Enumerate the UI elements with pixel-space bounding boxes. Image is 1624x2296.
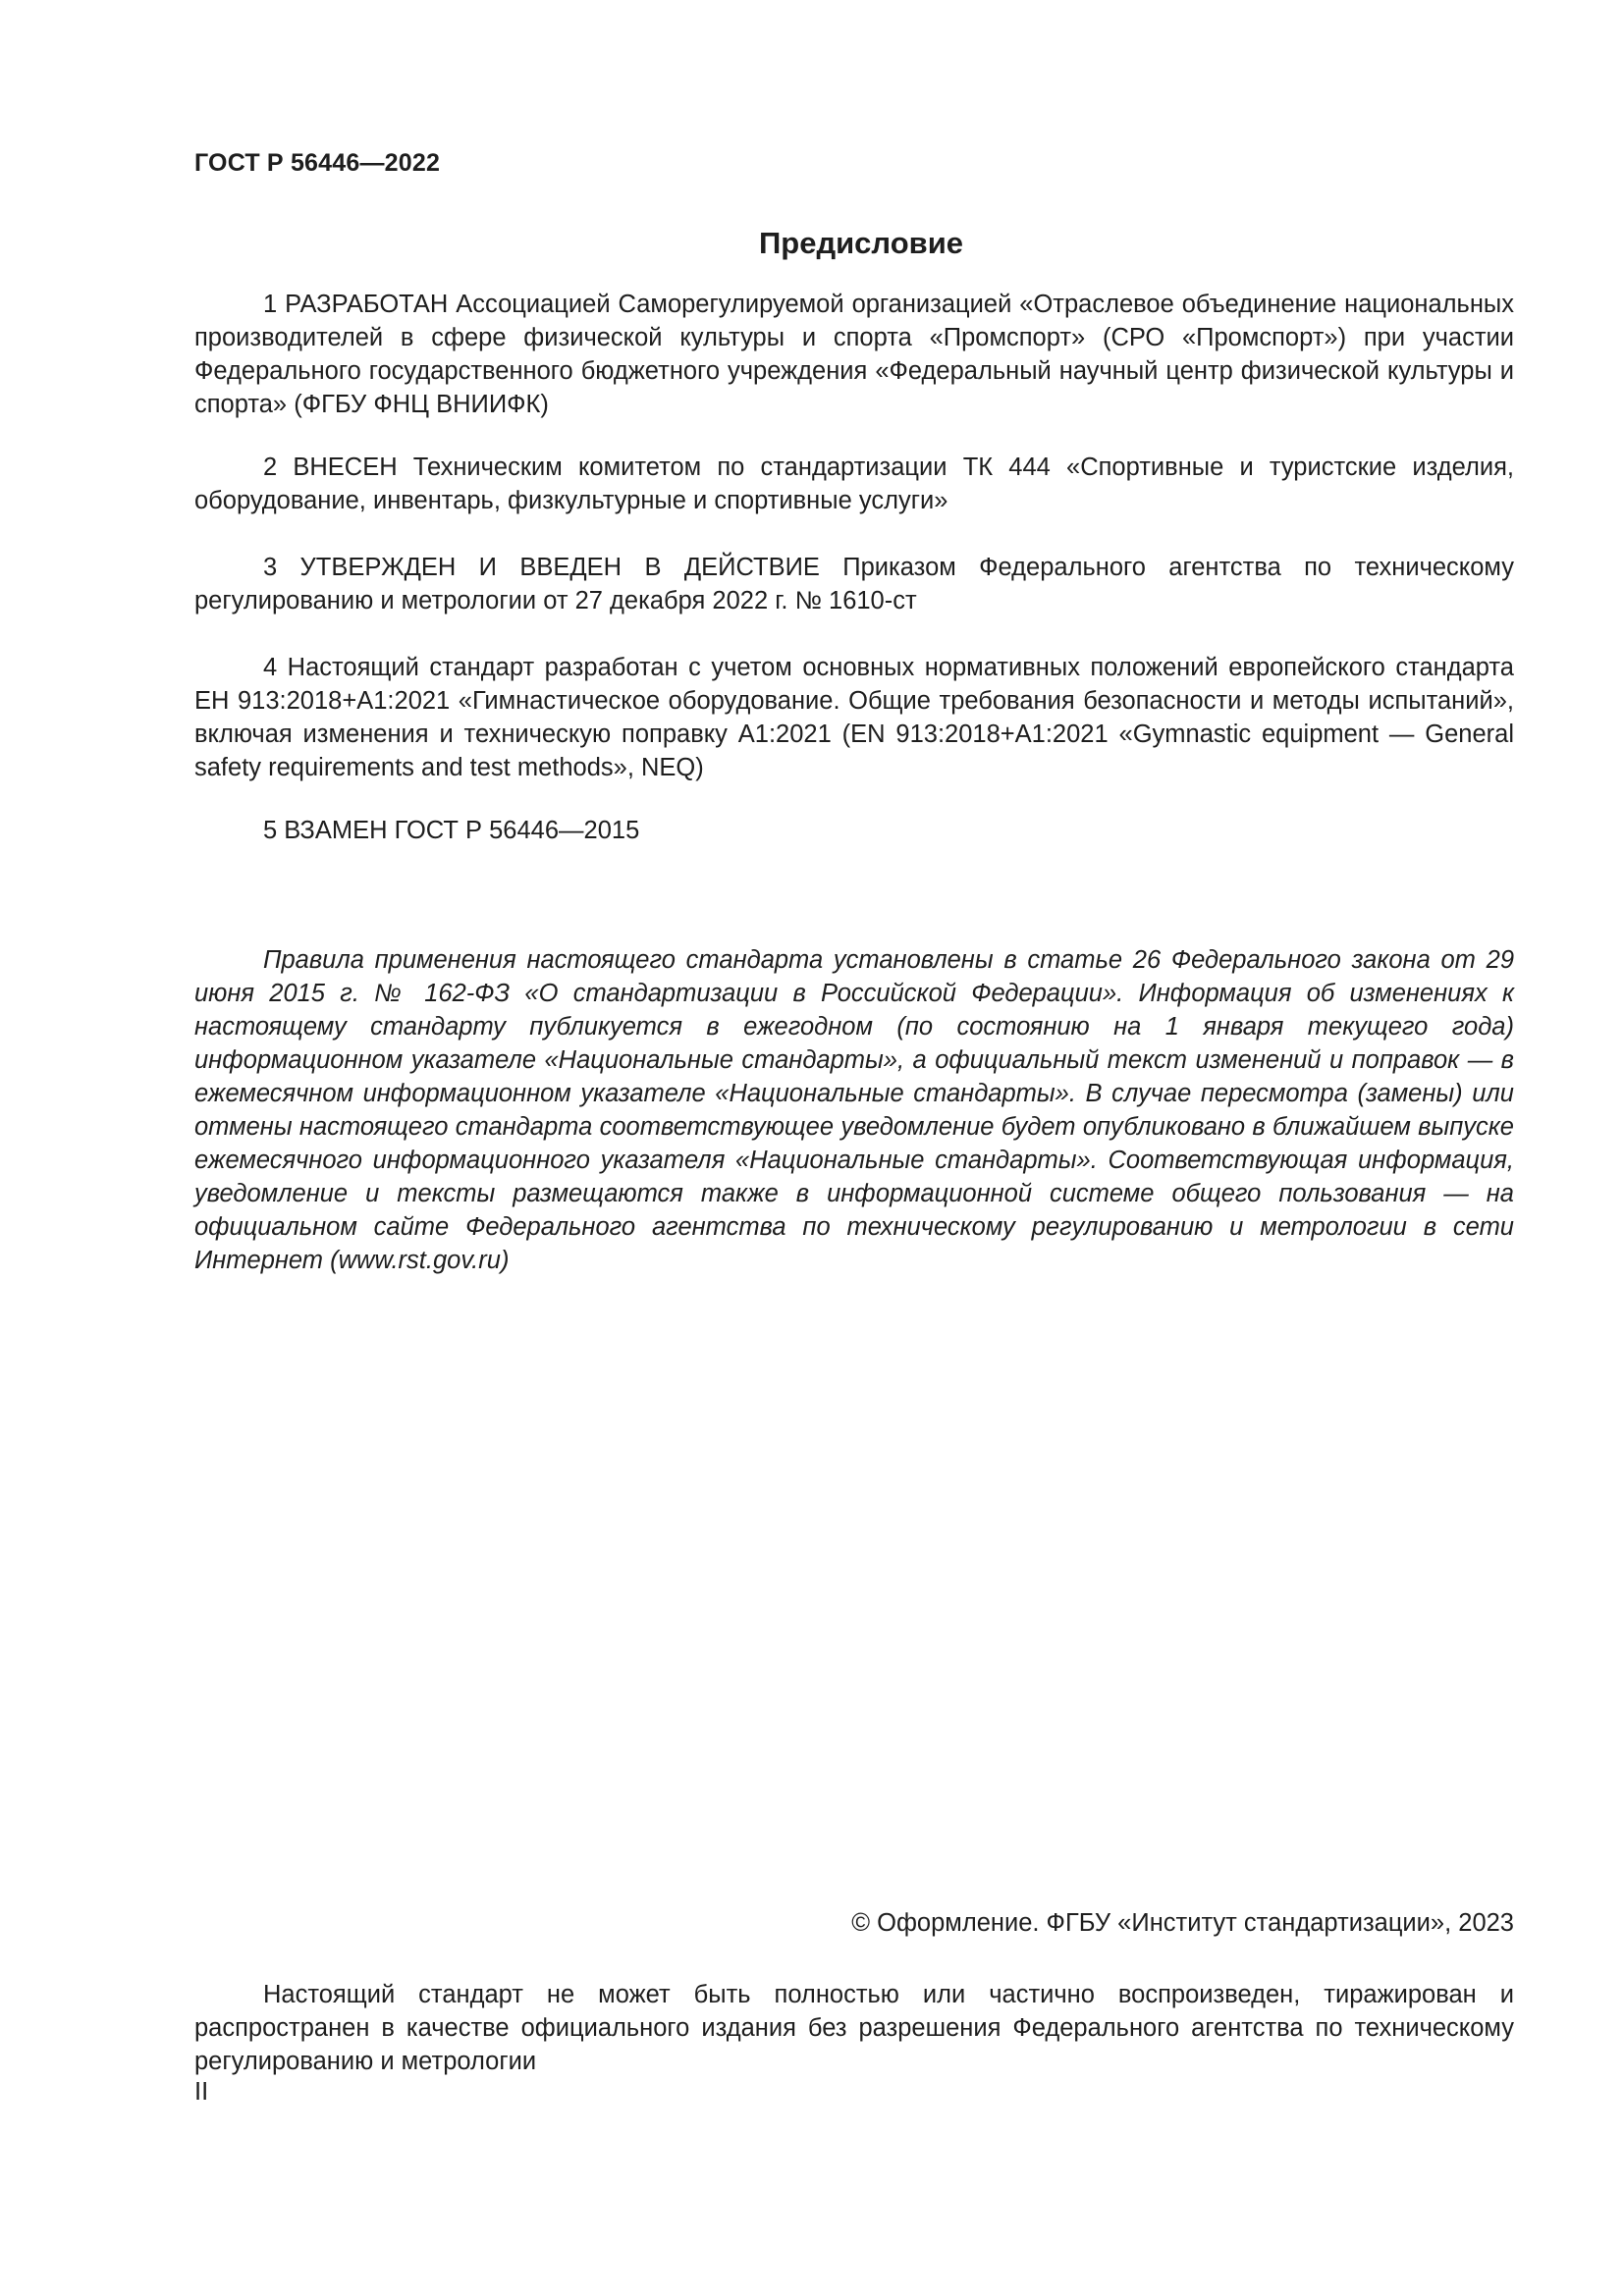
- page-title: Предисловие: [758, 226, 963, 260]
- reproduction-notice-text: Настоящий стандарт не может быть полностью или частично воспроизведен, тиражирован и распространен в качестве официального издания без разрешения Федерального агентства по техническому регулированию и метрологии: [194, 1981, 1514, 2075]
- foreword-item-5-text: 5 ВЗАМЕН ГОСТ Р 56446—2015: [263, 817, 640, 844]
- reproduction-notice: [194, 1978, 1514, 2078]
- foreword-item-2-text: 2 ВНЕСЕН Техническим комитетом по стандартизации ТК 444 «Спортивные и туристские изделия, оборудование, инвентарь, физкультурные и спортивные услуги»: [194, 454, 1514, 514]
- foreword-item-5: [194, 814, 1514, 847]
- foreword-item-4-text: 4 Настоящий стандарт разработан с учетом основных нормативных положений европейского стандарта ЕН 913:2018+А1:2021 «Гимнастическое оборудование. Общие требования безопасности и методы испытаний», включая изменения и техническую поправку А1:2021 (EN 913:2018+A1:2021 «Gymnastic equipment — General safety requirements and test methods», NEQ): [194, 654, 1514, 781]
- foreword-item-3-text: 3 УТВЕРЖДЕН И ВВЕДЕН В ДЕЙСТВИЕ Приказом Федерального агентства по техническому регулированию и метрологии от 27 декабря 2022 г. № 1610-ст: [194, 554, 1514, 614]
- document-id: ГОСТ Р 56446—2022: [194, 149, 441, 177]
- foreword-item-4: [194, 651, 1514, 784]
- foreword-item-1: [194, 288, 1514, 421]
- copyright-line: © Оформление. ФГБУ «Институт стандартизации», 2023: [851, 1909, 1514, 1937]
- foreword-item-1-text: 1 РАЗРАБОТАН Ассоциацией Саморегулируемой организацией «Отраслевое объединение национальных производителей в сфере физической культуры и спорта «Промспорт» (СРО «Промспорт») при участии Федерального государственного бюджетного учреждения «Федеральный научный центр физической культуры и спорта» (ФГБУ ФНЦ ВНИИФК): [194, 291, 1514, 418]
- foreword-item-2: [194, 451, 1514, 517]
- page-number: II: [194, 2078, 209, 2106]
- rules-notice-text: Правила применения настоящего стандарта установлены в статье 26 Федерального закона от 29 июня 2015 г. № 162-ФЗ «О стандартизации в Российской Федерации». Информация об изменениях к настоящему стандарту публикуется в ежегодном (по состоянию на 1 января текущего года) информационном указателе «Национальные стандарты», а официальный текст изменений и поправок — в ежемесячном информационном указателе «Национальные стандарты». В случае пересмотра (замены) или отмены настоящего стандарта соответствующее уведомление будет опубликовано в ближайшем выпуске ежемесячного информационного указателя «Национальные стандарты». Соответствующая информация, уведомление и тексты размещаются также в информационной системе общего пользования — на официальном сайте Федерального агентства по техническому регулированию и метрологии в сети Интернет (www.rst.gov.ru): [194, 946, 1514, 1274]
- foreword-item-3: [194, 551, 1514, 617]
- rules-notice: [194, 943, 1514, 1277]
